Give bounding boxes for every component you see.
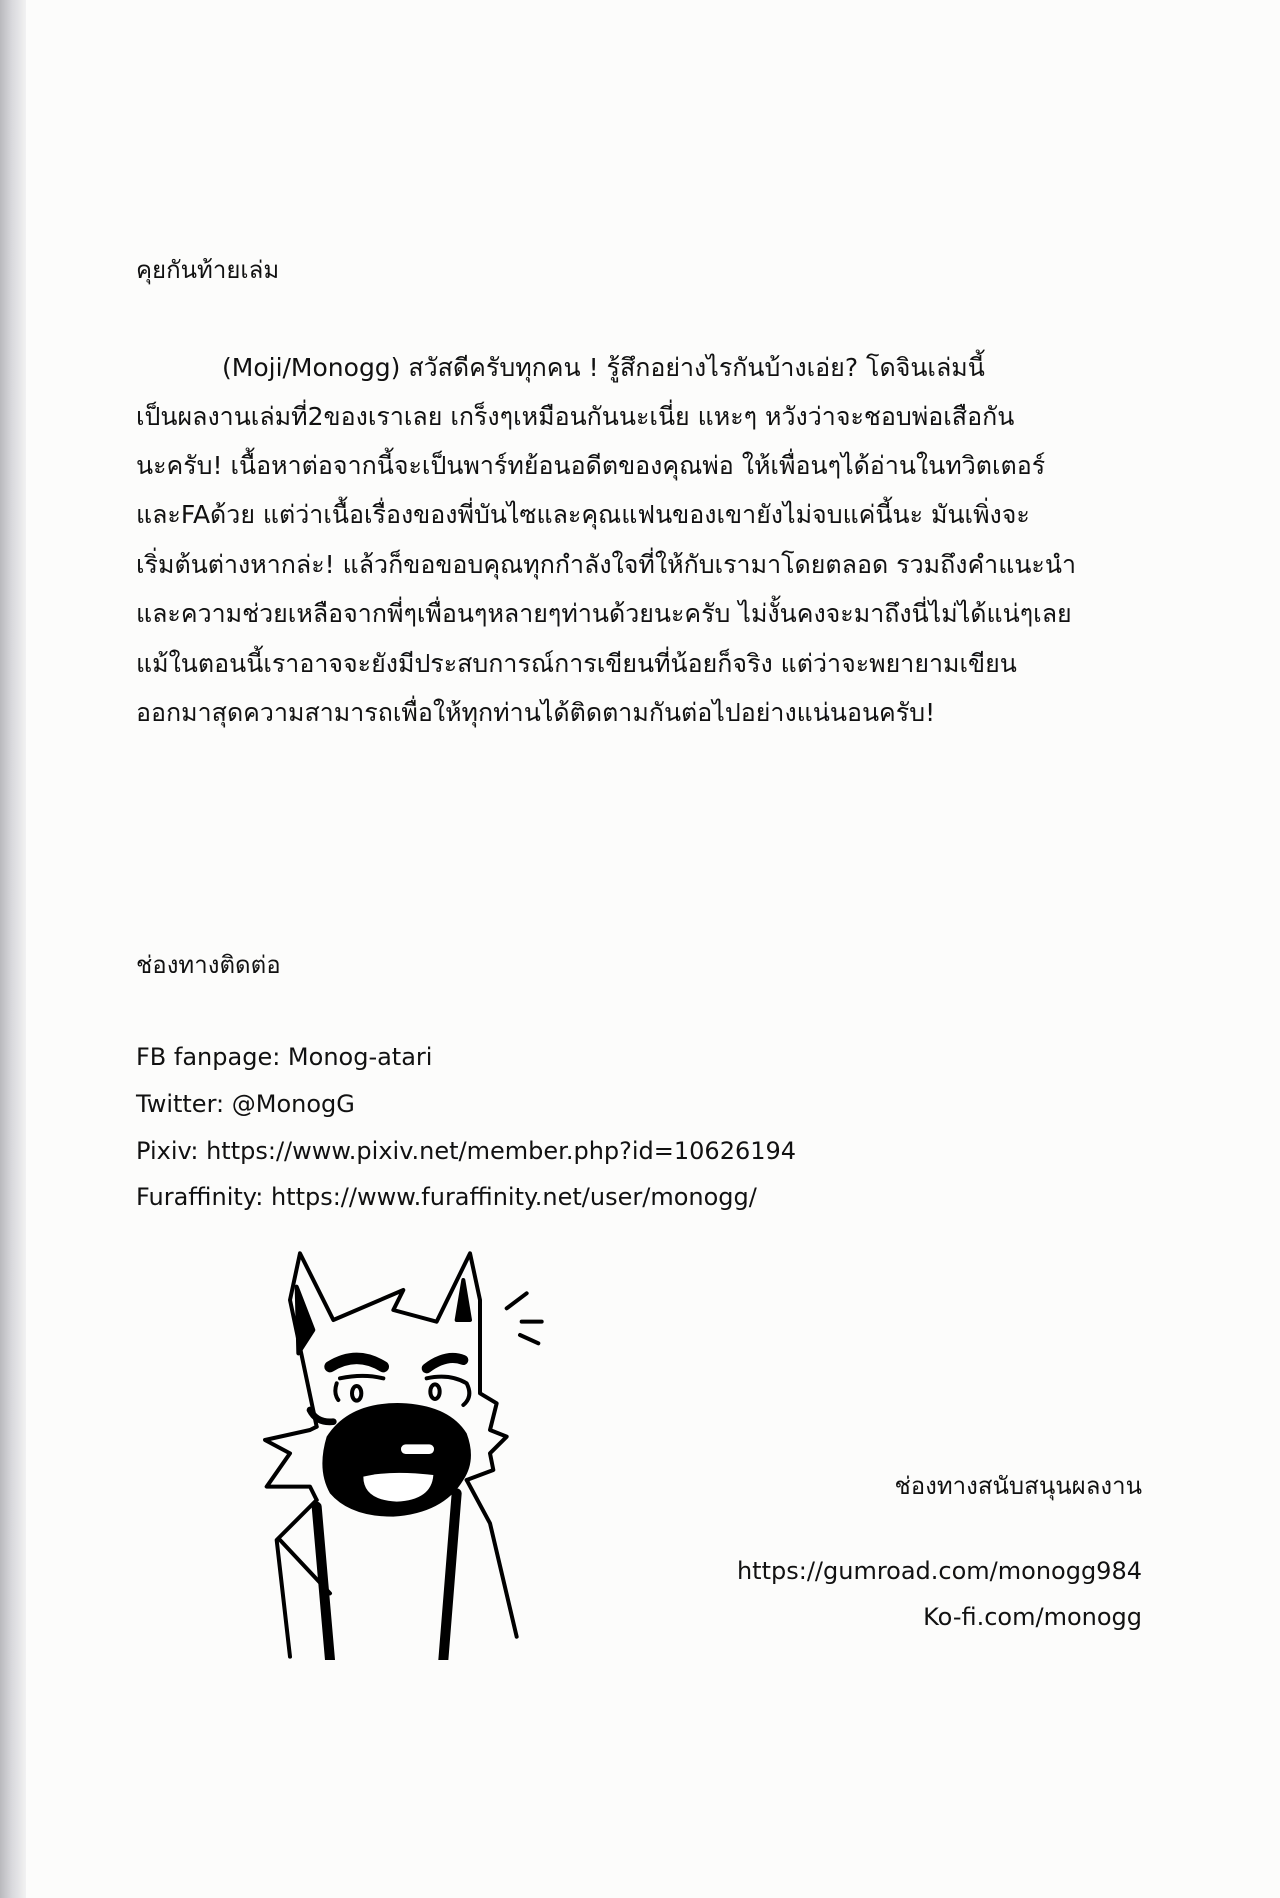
paragraph-line: แม้ในตอนนี้เราอาจจะยังมีประสบการณ์การเขียนที่น้อยก็จริง แต่ว่าจะพยายามเขียน: [136, 649, 1017, 678]
contact-pixiv: Pixiv: https://www.pixiv.net/member.php?id=10626194: [136, 1137, 797, 1165]
paragraph-line: (Moji/Monogg) สวัสดีครับทุกคน ! รู้สึกอย่างไรกันบ้างเอ่ย? โดจินเล่มนี้: [222, 353, 985, 382]
contact-facebook: FB fanpage: Monog-atari: [136, 1043, 433, 1071]
paragraph-line: ออกมาสุดความสามารถเพื่อให้ทุกท่านได้ติดตามกันต่อไปอย่างแน่นอนครับ!: [136, 698, 936, 727]
paragraph-line: นะครับ! เนื้อหาต่อจากนี้จะเป็นพาร์ทย้อนอดีตของคุณพ่อ ให้เพื่อนๆได้อ่านในทวิตเตอร์: [136, 451, 1046, 480]
paragraph-line: เป็นผลงานเล่มที่2ของเราเลย เกร็งๆเหมือนกันนะเนี่ย แหะๆ หวังว่าจะชอบพ่อเสือกัน: [136, 402, 1015, 431]
contact-heading: ช่องทางติดต่อ: [136, 951, 281, 979]
paragraph-line: และความช่วยเหลือจากพี่ๆเพื่อนๆหลายๆท่านด้วยนะครับ ไม่งั้นคงจะมาถึงนี่ไม่ได้แน่ๆเลย: [136, 599, 1072, 628]
afterword-heading: คุยกันท้ายเล่ม: [136, 256, 280, 284]
support-heading: ช่องทางสนับสนุนผลงาน: [894, 1472, 1142, 1500]
support-gumroad: https://gumroad.com/monogg984: [736, 1557, 1142, 1585]
paragraph-line: และFAด้วย แต่ว่าเนื้อเรื่องของพี่บันไซและคุณแฟนของเขายังไม่จบแค่นี้นะ มันเพิ่งจะ: [136, 500, 1030, 529]
contact-twitter: Twitter: @MonogG: [136, 1090, 355, 1118]
support-kofi: Ko-fi.com/monogg: [923, 1603, 1142, 1631]
contact-furaffinity: Furaffinity: https://www.furaffinity.net/user/monogg/: [136, 1183, 757, 1211]
page-binding-shadow: [0, 0, 26, 1898]
paragraph-line: เริ่มต้นต่างหากล่ะ! แล้วก็ขอขอบคุณทุกกำลังใจที่ให้กับเรามาโดยตลอด รวมถึงคำแนะนำ: [136, 550, 1076, 579]
wolf-character-illustration: [250, 1240, 570, 1660]
